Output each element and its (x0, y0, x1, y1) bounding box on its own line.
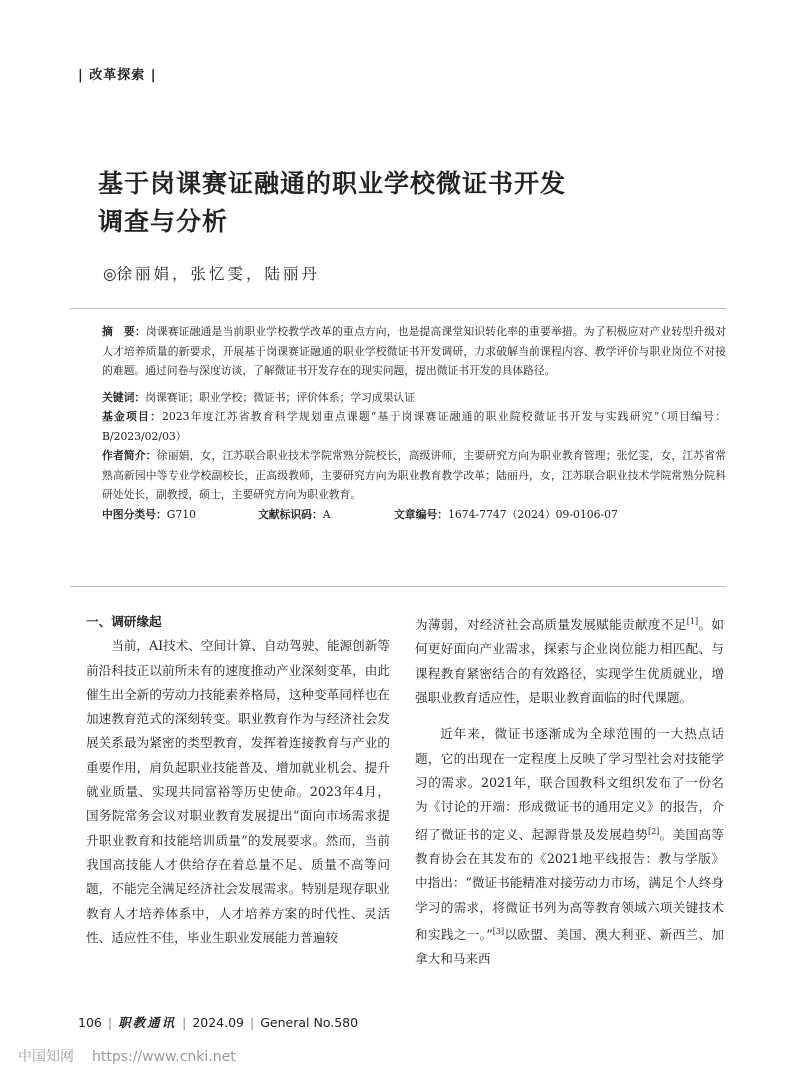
abstract (78, 322, 726, 381)
title-line-2: 调查与分析 (98, 207, 229, 236)
body-right-column (415, 610, 724, 972)
section-heading: 一、调研缘起 (86, 614, 162, 629)
keywords-label: 关键词： (102, 390, 146, 404)
watermark-url: https://www.cnki.net (92, 1049, 236, 1065)
author-line (103, 262, 320, 284)
keywords-text: 岗课赛证；职业学校；微证书；评价体系；学习成果认证 (145, 390, 416, 404)
citation-ref: [2] (647, 826, 660, 836)
page-number: 106 (78, 1015, 102, 1030)
fund-label: 基金项目： (102, 410, 163, 423)
abstract-text: 岗课赛证融通是当前职业学校教学改革的重点方向，也是提高课堂知识转化率的重要举措。为了积极应对产业转型升级对人才培养质量的新要求，开展基于岗课赛证融通的职业学校微证书开发调研，力求破解当前课程内容、教学评价与职业岗位不对接的难题。通过问卷与深度访谈，了解微证书开发存在的现实问题，提出微证书开发的具体路径。 (102, 325, 727, 377)
top-divider (70, 308, 726, 309)
issue-date: 2024.09 (192, 1015, 245, 1030)
title-line-1: 基于岗课赛证融通的职业学校微证书开发 (98, 169, 567, 198)
doc-value: A (322, 507, 331, 521)
keywords (78, 388, 726, 408)
bottom-divider (70, 586, 726, 587)
watermark-name: 中国知网 (18, 1049, 74, 1065)
body-paragraph: 当前，AI技术、空间计算、自动驾驶、能源创新等前沿科技正以前所未有的速度推动产业深刻变革，由此催生出全新的劳动力技能素养格局，这种变革同样也在加速教育范式的深刻转变。职业教育作为与经济社会发展关系最为紧密的类型教育，发挥着连接教育与产业的重要作用，肩负起职业技能普及、增加就业机会、提升就业质量、实现共同富裕等历史使命。2023年4月，国务院常务会议对职业教育发展提出“面向市场需求提升职业教育和技能培训质量”的发展要求。然而，当前我国高技能人才供给存在着总量不足、质量不高等问题，不能完全满足经济社会发展需求。特别是现存职业教育人才培养体系中，人才培养方案的时代性、灵活性、适应性不佳，毕业生职业发展能力普遍较 (86, 638, 390, 945)
fund-text: 2023年度江苏省教育科学规划重点课题“基于岗课赛证融通的职业院校微证书开发与实践研究”（项目编号：B/2023/02/03） (102, 410, 726, 443)
author-bio-label: 作者简介： (102, 449, 157, 462)
cnki-watermark (18, 1046, 254, 1066)
abstract-block (78, 322, 726, 524)
page-footer: 106 | 职教通讯 | 2024.09 | General No.580 (78, 1015, 359, 1030)
article-no-label: 文章编号： (394, 507, 448, 521)
body-paragraph: 为薄弱，对经济社会高质量发展赋能贡献度不足[1]。如何更好面向产业需求，探索与企业岗位能力相匹配、与课程教育紧密结合的有效路径，实现学生优质就业，增强职业教育适应性，是职业教育面临的时代课题。 (415, 617, 725, 706)
author-bio (78, 446, 726, 505)
column-tag: | 改革探索 | (78, 68, 157, 83)
general-number: General No.580 (260, 1015, 359, 1030)
clc-label: 中图分类号： (102, 507, 167, 521)
journal-name: 职教通讯 (118, 1015, 177, 1030)
body-left-column (86, 610, 390, 950)
article-no-value: 1674-7747（2024）09-0106-07 (447, 507, 618, 521)
classification (78, 505, 726, 525)
citation-ref: [3] (492, 926, 505, 936)
abstract-label: 摘 要： (102, 325, 146, 338)
article-title (98, 165, 718, 241)
doc-label: 文献标识码： (258, 507, 323, 521)
clc-value: G710 (166, 507, 197, 521)
citation-ref: [1] (686, 617, 699, 626)
author-mark: ◎ (103, 265, 117, 283)
authors: 徐丽娟，张忆雯，陆丽丹 (116, 265, 321, 283)
fund (78, 407, 726, 446)
body-paragraph: 近年来，微证书逐渐成为全球范围的一大热点话题，它的出现在一定程度上反映了学习型社会对技能学习的需求。2021年，联合国教科文组织发布了一份名为《讨论的开端：形成微证书的通用定义》的报告，介绍了微证书的定义、起源背景及发展趋势[2]。美国高等教育协会在其发布的《2021地平线报告：教与学版》中指出：“微证书能精准对接劳动力市场，满足个人终身学习的需求，将微证书列为高等教育领域六项关键技术和实践之一。”[3]以欧盟、美国、澳大利亚、新西兰、加拿大和马来西 (415, 726, 725, 967)
author-bio-text: 徐丽娟，女，江苏联合职业技术学院常熟分院校长，高级讲师，主要研究方向为职业教育管理；张忆雯，女，江苏省常熟高新园中等专业学校副校长，正高级教师，主要研究方向为职业教育教学改革；陆丽丹，女，江苏联合职业技术学院常熟分院科研处处长，副教授，硕士，主要研究方向为职业教育。 (102, 449, 726, 501)
